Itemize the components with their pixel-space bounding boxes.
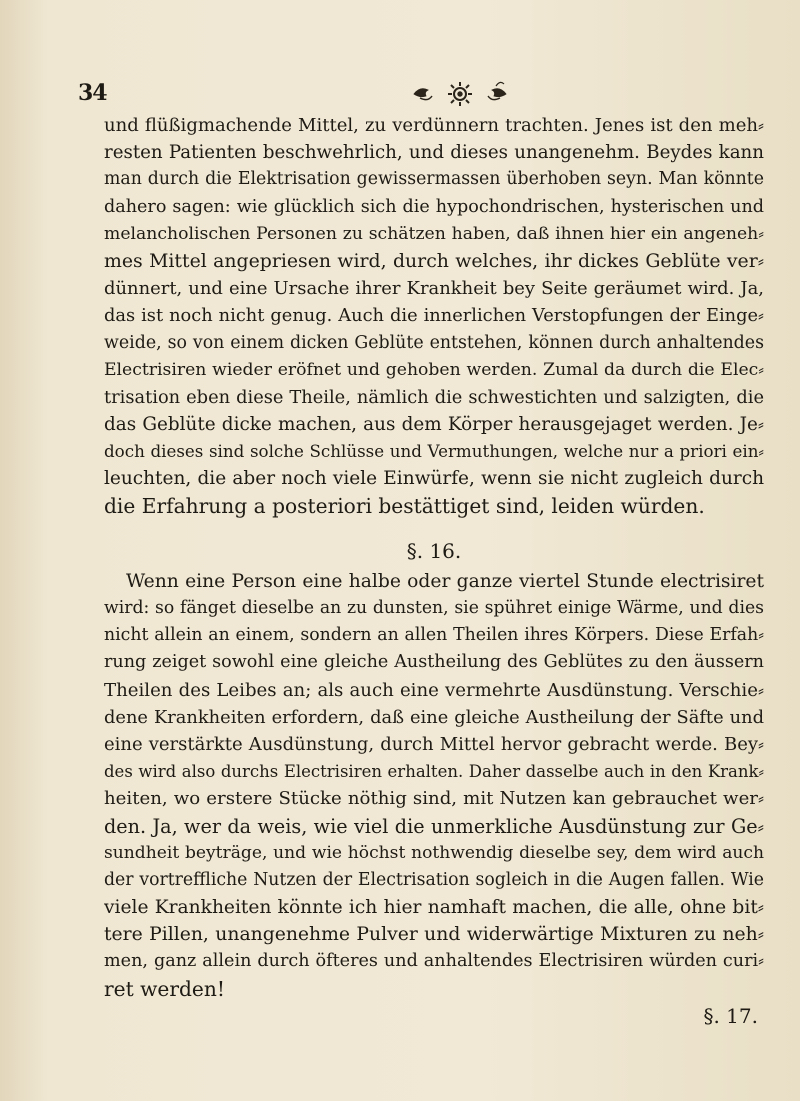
text-line: men, ganz allein durch öfteres und anhaltendes Electrisiren würden curi⸗ [104,951,764,972]
text-line: dünnert, und eine Ursache ihrer Krankheit bey Seite geräumet wird. Ja, [104,278,764,300]
text-line: das Geblüte dicke machen, aus dem Körper herausgejaget werden. Je⸗ [104,414,764,436]
page-header [78,76,758,116]
text-line: Electrisiren wieder eröfnet und gehoben werden. Zumal da durch die Elec⸗ [104,359,764,380]
text-line: heiten, wo erstere Stücke nöthig sind, mit Nutzen kan gebrauchet wer⸗ [104,788,764,810]
vignette-ornament-icon [400,76,520,110]
text-line: melancholischen Personen zu schätzen haben, daß ihnen hier ein angeneh⸗ [104,223,764,244]
text-line: der vortreffliche Nutzen der Electrisation sogleich in die Augen fallen. Wie [104,869,764,890]
paragraph-2 [104,568,764,1003]
text-line: Wenn eine Person eine halbe oder ganze viertel Stunde electrisiret [126,570,764,592]
text-line: leuchten, die aber noch viele Einwürfe, wenn sie nicht zugleich durch [104,468,764,490]
text-line: die Erfahrung a posteriori bestättiget sind, leiden würden. [104,493,705,518]
text-line: und flüßigmachende Mittel, zu verdünnern trachten. Jenes ist den meh⸗ [104,115,764,136]
text-line: trisation eben diese Theile, nämlich die schwestichten und salzigten, die [104,386,764,408]
text-line: dahero sagen: wie glücklich sich die hypochondrischen, hysterischen und [104,196,764,217]
text-line: den. Ja, wer da weis, wie viel die unmerkliche Ausdünstung zur Ge⸗ [104,814,764,838]
text-line: rung zeiget sowohl eine gleiche Austheilung des Geblütes zu den äussern [104,652,764,673]
page-number: 34 [78,80,107,106]
text-line: Theilen des Leibes an; als auch eine vermehrte Ausdünstung. Verschie⸗ [104,679,764,701]
catchword: §. 17. [703,1003,758,1028]
text-line: ret werden! [104,976,225,1001]
text-line: des wird also durchs Electrisiren erhalten. Daher dasselbe auch in den Krank⸗ [104,762,764,782]
paragraph-1 [104,112,764,520]
text-line: weide, so von einem dicken Geblüte entstehen, können durch anhaltendes [104,332,764,353]
text-line: dene Krankheiten erfordern, daß eine gleiche Austheilung der Säfte und [104,706,764,728]
text-line: viele Krankheiten könnte ich hier namhaft machen, die alle, ohne bit⸗ [104,897,764,919]
text-line: wird: so fänget dieselbe an zu dunsten, sie spühret einige Wärme, und dies [104,598,764,618]
text-line: mes Mittel angepriesen wird, durch welches, ihr dickes Geblüte ver⸗ [104,249,764,272]
body-text [104,112,764,1030]
text-line: resten Patienten beschwehrlich, und dieses unangenehm. Beydes kann [104,142,764,164]
text-line: doch dieses sind solche Schlüsse und Vermuthungen, welche nur a priori ein⸗ [104,441,764,462]
section-heading: §. 16. [406,538,462,563]
text-line: sundheit beyträge, und wie höchst nothwendig dieselbe sey, dem wird auch [104,842,764,863]
text-line: nicht allein an einem, sondern an allen Theilen ihres Körpers. Diese Erfah⸗ [104,625,764,646]
text-line: eine verstärkte Ausdünstung, durch Mittel hervor gebracht werde. Bey⸗ [104,733,764,755]
text-line: tere Pillen, unangenehme Pulver und widerwärtige Mixturen zu neh⸗ [104,924,764,946]
text-line: man durch die Elektrisation gewissermassen überhoben seyn. Man könnte [104,169,764,190]
text-line: das ist noch nicht genug. Auch die innerlichen Verstopfungen der Einge⸗ [104,305,764,327]
